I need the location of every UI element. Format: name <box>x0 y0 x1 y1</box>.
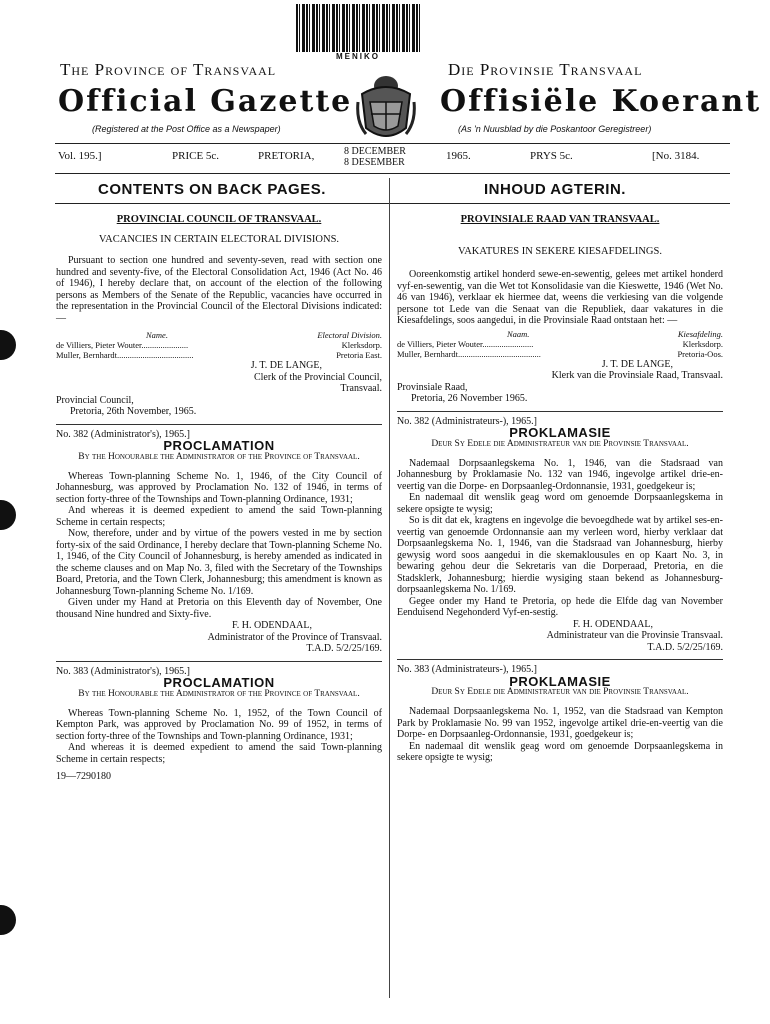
vacancies-heading-en: VACANCIES IN CERTAIN ELECTORAL DIVISIONS. <box>98 233 340 245</box>
proclamation-383-title-af: PROKLAMASIE <box>509 673 611 689</box>
signatory-en: J. T. DE LANGE, <box>250 360 322 371</box>
col-division-en: Electoral Division. <box>317 330 382 340</box>
proclamation-382-by-af: Deur Sy Edele die Administrateur van die Provinsie Transvaal. <box>431 438 689 449</box>
proclamation-382-para4-af: Gegee onder my Hand te Pretoria, op hede die Elfde dag van November Eenduisend Negehonderd Vyf-en-sestig. <box>397 595 723 618</box>
proclamation-382-by-en: By the Honourable the Administrator of the Province of Transvaal. <box>78 451 360 462</box>
section-divider <box>397 659 723 660</box>
members-table-header-en <box>56 330 382 340</box>
proclamation-382-signatory-en: F. H. ODENDAAL, <box>231 620 312 631</box>
vacancies-body-af: Ooreenkomstig artikel honderd sewe-en-sewentig, gelees met artikel honderd vyf-en-sewentig, van die Wet tot Konsolidasie van die Kieswette, 1946 (Wet No. 46 van 1946), verklaar ek hiermee dat, weens die verkiesing van die volgende persone tot Lede van die Senaat van die Republiek, daar vakatures in die Kiesafdelings, soos aangedui, in die Provinsiale Raad ontstaan het: — <box>397 269 723 326</box>
column-divider <box>389 178 390 998</box>
banner-rule <box>55 203 730 204</box>
proclamation-382-signatory-title-en: Administrator of the Province of Transvaal. <box>207 631 382 643</box>
date-signed-af: Pretoria, 26 November 1965. <box>411 393 528 404</box>
proclamation-382-title-af: PROKLAMASIE <box>509 425 611 440</box>
col-division-af: Kiesafdeling. <box>677 328 723 339</box>
member-division: Pretoria East. <box>336 350 382 360</box>
council-heading-af: PROVINSIALE RAAD VAN TRANSVAAL. <box>460 214 660 225</box>
signatory-af: J. T. DE LANGE, <box>601 358 673 370</box>
gazette-title-en: Official Gazette <box>58 84 353 119</box>
proclamation-383-para1-af: Nademaal Dorpsaanlegskema No. 1, 1952, van die Stadsraad van Kempton Park by Proklamasie No. 99 van 1952, ingevolge artikel drie-en-veertig van die Dorpe- en Dorpsaanleg-Ordonnansie, 1931, goedgekeur is; <box>397 706 723 740</box>
member-name: de Villiers, Pieter Wouter........................ <box>397 338 534 349</box>
signatory-title-en: Clerk of the Provincial Council, Transvaal. <box>253 371 382 394</box>
issue-number: [No. 3184. <box>652 150 700 162</box>
signatory-title-af: Klerk van die Provinsiale Raad, Transvaal. <box>551 370 723 381</box>
member-name: Muller, Bernhardt.................................... <box>56 350 194 360</box>
member-division: Klerksdorp. <box>682 338 723 349</box>
member-name: de Villiers, Pieter Wouter...................... <box>56 340 189 350</box>
section-divider <box>56 424 382 425</box>
proclamation-382-title-en: PROCLAMATION <box>163 438 275 453</box>
section-divider <box>56 661 382 662</box>
contents-banner-en: CONTENTS ON BACK PAGES. <box>98 181 326 198</box>
vacancies-heading-af: VAKATURES IN SEKERE KIESAFDELINGS. <box>458 245 662 257</box>
place: PRETORIA, <box>258 150 315 162</box>
proclamation-383-by-af: Deur Sy Edele die Administrateur van die Provinsie Transvaal. <box>431 687 689 697</box>
member-name: Muller, Bernhardt....................................... <box>397 348 541 359</box>
proclamation-383-para1-en: Whereas Town-planning Scheme No. 1, 1952, of the Town Council of Kempton Park, was approved by Proclamation No. 99 of 1952, in terms of section forty-three of the Townships and Town-planning Ordinance, 1931; <box>56 707 382 742</box>
punch-hole <box>0 330 16 360</box>
year: 1965. <box>446 150 471 162</box>
member-row <box>56 350 382 360</box>
proclamation-382-signatory-title-af: Administrateur van die Provinsie Transvaal. <box>546 630 723 641</box>
right-column <box>397 214 723 764</box>
proclamation-382-para3-af: So is dit dat ek, kragtens en ingevolge die bevoegdhede wat by artikel ses-en-veertig van genoemde Ordonnansie aan my verleen word, hierby verklaar dat Dorpsaanlegskema No. 1, 1946, van die Stadsraad van Johannesburg, hierby gewysig word soos aangedui in die skemaklousules en op Kaart No. 3, in bewaring gehou deur die Sekretaris van die Dorperaad, Pretoria, en die Stadsklerk, Johannesburg; hierdie wysiging staan bekend as Johannesburg-dorpsaanlegskema No. 1/169. <box>397 515 723 595</box>
left-column <box>56 214 382 783</box>
member-row <box>397 349 723 359</box>
place-af: Provinsiale Raad, <box>397 381 468 393</box>
price-af: PRYS 5c. <box>530 150 573 162</box>
proclamation-382-para3-en: Now, therefore, under and by virtue of the powers vested in me by section forty-six of the said Ordinance, I hereby declare that Town-planning Scheme No. 1, 1946, of the City Council of Johannesburg, is hereby amended as indicated in the scheme clauses and on Map No. 3, filed with the Secretary of the Townships Board, Pretoria, and the Town Clerk, Johannesburg; this amendment is known as Johannesburg Town-planning Scheme No. 1/169. <box>56 528 382 597</box>
place-en: Provincial Council, <box>56 394 134 406</box>
proclamation-382-signatory-af: F. H. ODENDAAL, <box>572 618 653 630</box>
member-division: Klerksdorp. <box>341 340 382 350</box>
col-name-af: Naam. <box>507 328 530 339</box>
price-en: PRICE 5c. <box>172 150 220 162</box>
proclamation-382-reference-af: T.A.D. 5/2/25/169. <box>647 641 723 653</box>
coat-of-arms-icon <box>356 72 416 144</box>
province-title-af: Die Provinsie Transvaal <box>448 60 643 79</box>
date-af: 8 DESEMBER <box>344 157 405 168</box>
header-rule-top <box>55 143 730 144</box>
registration-note-af: (As 'n Nuusblad by die Poskantoor Geregistreer) <box>458 124 652 134</box>
council-heading-en: PROVINCIAL COUNCIL OF TRANSVAAL. <box>116 214 322 225</box>
proclamation-382-number-af: No. 382 (Administrateurs-), 1965.] <box>397 415 537 427</box>
proclamation-382-reference-en: T.A.D. 5/2/25/169. <box>306 643 382 654</box>
section-divider <box>397 411 723 412</box>
member-division: Pretoria-Oos. <box>677 348 723 359</box>
vacancies-body-en: Pursuant to section one hundred and seventy-seven, read with section one hundred and seventy-five, of the Electoral Consolidation Act, 1946 (Act No. 46 of 1946), I hereby declare that, on account of the election of the following persons as Members of the Senate of the Republic, vacancies have occurred in the representation in the Provincial Council of the Electoral Divisions indicated: — <box>56 255 382 324</box>
date-en: 8 DECEMBER <box>344 146 406 157</box>
proclamation-383-para2-en: And whereas it is deemed expedient to amend the said Town-planning Scheme in certain respects; <box>56 742 382 765</box>
header-rule-bottom <box>55 173 730 174</box>
proclamation-383-title-en: PROCLAMATION <box>163 675 275 690</box>
punch-hole <box>0 500 16 530</box>
proclamation-382-number-en: No. 382 (Administrator's), 1965.] <box>56 428 191 440</box>
province-title-en: The Province of Transvaal <box>60 60 277 79</box>
punch-hole <box>0 905 16 935</box>
proclamation-383-number-en: No. 383 (Administrator's), 1965.] <box>56 665 191 677</box>
proclamation-382-para1-en: Whereas Town-planning Scheme No. 1, 1946, of the City Council of Johannesburg, was approved by Proclamation No. 132 of 1946, in terms of section forty-three of the Townships and Town-planning Ordinance, 1931; <box>56 470 382 505</box>
registration-note-en: (Registered at the Post Office as a Newspaper) <box>92 124 281 134</box>
col-name-en: Name. <box>146 330 168 340</box>
contents-banner-af: INHOUD AGTERIN. <box>484 181 626 198</box>
proclamation-383-number-af: No. 383 (Administrateurs-), 1965.] <box>397 664 537 675</box>
member-row <box>397 339 723 349</box>
proclamation-382-para4-en: Given under my Hand at Pretoria on this Eleventh day of November, One thousand Nine hundred and Sixty-five. <box>56 597 382 620</box>
proclamation-382-para1-af: Nademaal Dorpsaanlegskema No. 1, 1946, van die Stadsraad van Johannesburg by Proklamasie No. 132 van 1946, ingevolge artikel drie-en-veertig van die Dorpe- en Dorpsaanleg-Ordonnansie, 1931, goedgekeur is; <box>397 457 723 492</box>
proclamation-382-para2-en: And whereas it is deemed expedient to amend the said Town-planning Scheme in certain respects; <box>56 505 382 528</box>
member-row <box>56 340 382 350</box>
barcode-label: MENIKO <box>296 52 420 61</box>
volume: Vol. 195.] <box>58 150 102 162</box>
proclamation-383-by-en: By the Honourable the Administrator of the Province of Transvaal. <box>78 688 360 699</box>
footer-code: 19—7290180 <box>56 771 111 782</box>
proclamation-382-para2-af: En nademaal dit wenslik geag word om genoemde Dorpsaanlegskema in sekere opsigte te wysig; <box>397 492 723 515</box>
members-table-header-af <box>397 329 723 339</box>
proclamation-383-para2-af: En nademaal dit wenslik geag word om genoemde Dorpsaanlegskema in sekere opsigte te wysig; <box>397 740 723 763</box>
issue-date <box>344 146 406 168</box>
date-signed-en: Pretoria, 26th November, 1965. <box>70 406 197 417</box>
gazette-title-af: Offisiële Koerant <box>440 84 762 119</box>
